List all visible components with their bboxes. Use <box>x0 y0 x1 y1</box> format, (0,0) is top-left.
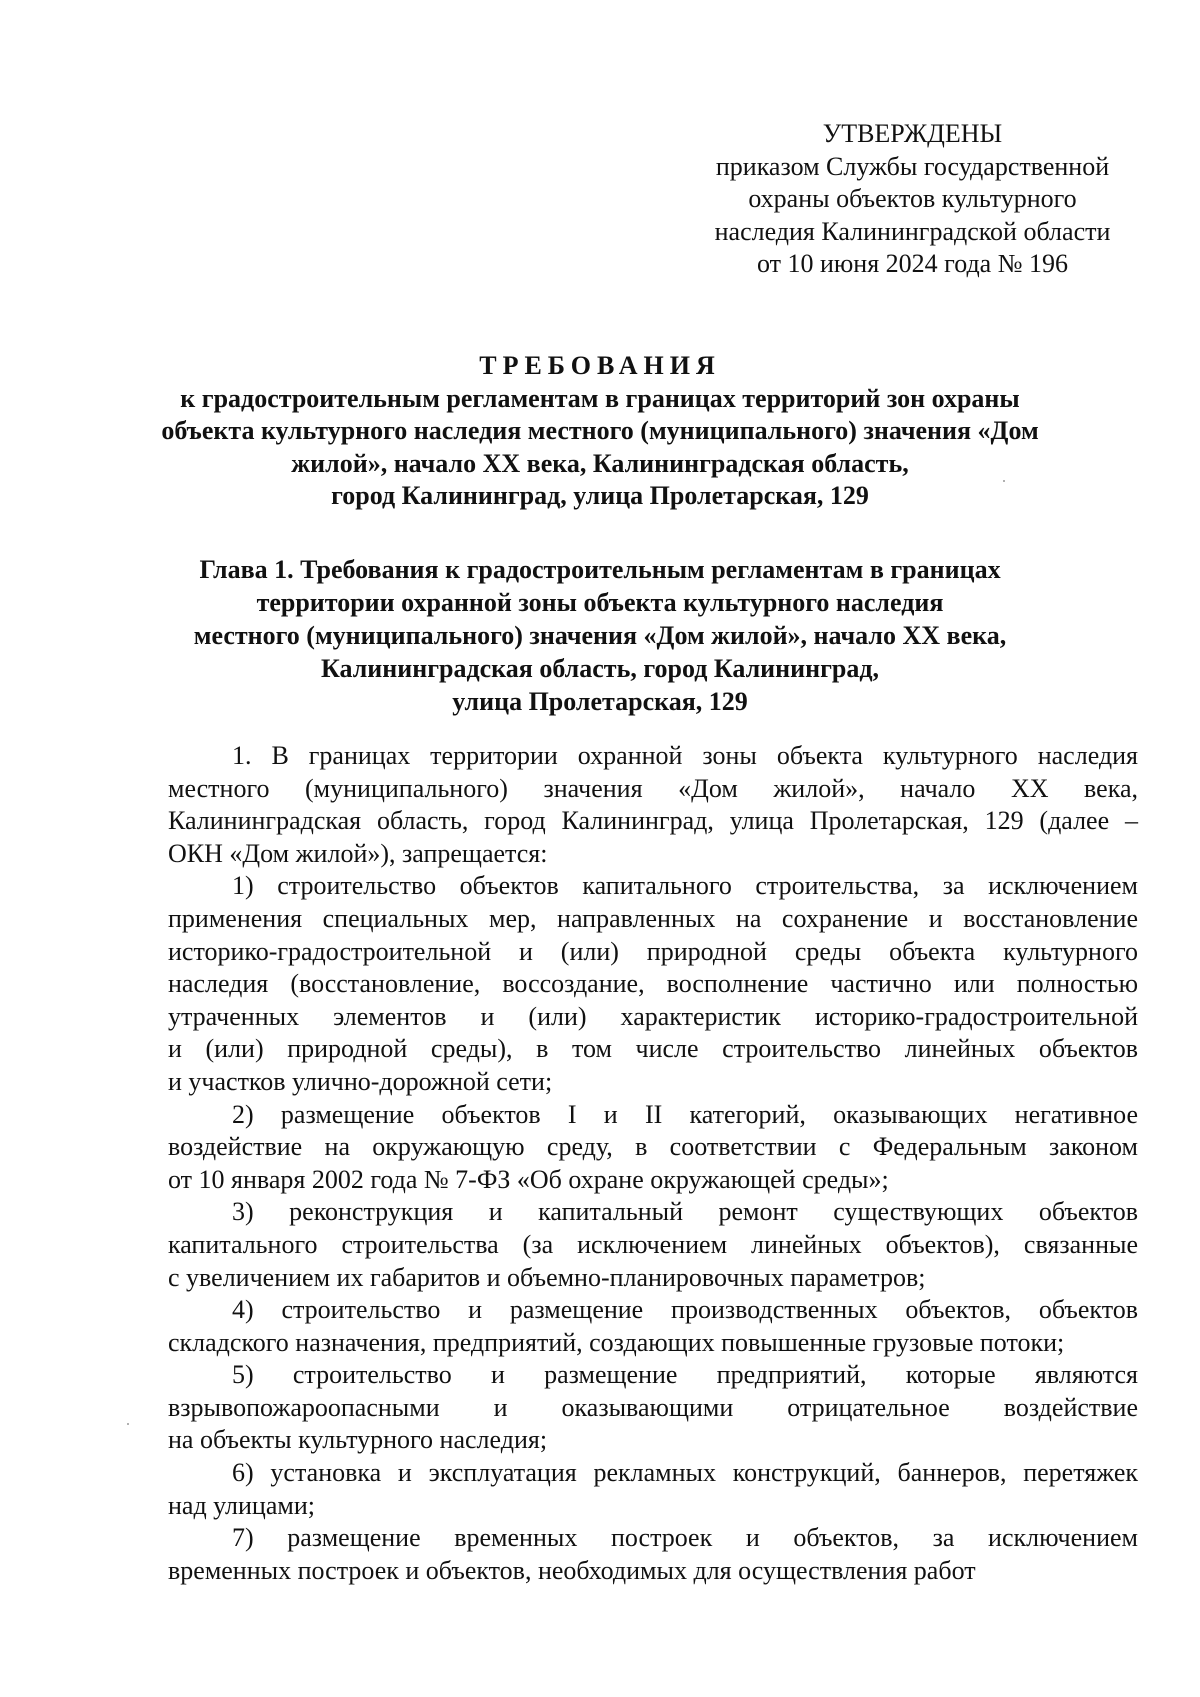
body-paragraph <box>168 1196 1138 1294</box>
title-line: к градостроительным регламентам в границах территорий зон охраны <box>180 383 1020 413</box>
body-paragraph <box>168 870 1138 1098</box>
title-line: город Калининград, улица Пролетарская, 129 <box>331 481 869 510</box>
body-line: на объекты культурного наследия; <box>168 1425 548 1455</box>
body-line: 2) размещение объектов I и II категорий, оказывающих негативное <box>232 1099 1138 1129</box>
body-line: ОКН «Дом жилой»), запрещается: <box>168 838 548 868</box>
chapter-line: улица Пролетарская, 129 <box>452 687 748 716</box>
approval-stamp-block <box>690 118 1135 281</box>
body-line: утраченных элементов и (или) характеристик историко-градостроительной <box>168 1001 1138 1031</box>
title-line: жилой», начало XX века, Калининградская область, <box>291 448 909 478</box>
body-line: Калининградская область, город Калининград, улица Пролетарская, 129 (далее – <box>168 806 1138 836</box>
body-paragraph <box>168 1457 1138 1522</box>
body-line: местного (муниципального) значения «Дом жилой», начало XX века, <box>168 773 1138 803</box>
title-line: объекта культурного наследия местного (муниципального) значения «Дом <box>161 416 1039 445</box>
body-line: 7) размещение временных построек и объектов, за исключением <box>232 1523 1138 1553</box>
body-line: над улицами; <box>168 1490 315 1520</box>
approval-line: от 10 июня 2024 года № 196 <box>756 249 1069 278</box>
scan-speck <box>127 1423 129 1425</box>
body-paragraph <box>168 1099 1138 1197</box>
body-paragraph <box>168 1294 1138 1359</box>
body-line: 3) реконструкция и капитальный ремонт существующих объектов <box>232 1197 1138 1227</box>
body-line: 5) строительство и размещение предприятий, которые являются <box>232 1360 1138 1390</box>
approval-line: УТВЕРЖДЕНЫ <box>822 119 1003 148</box>
body-paragraph <box>168 740 1138 870</box>
body-line: 4) строительство и размещение производственных объектов, объектов <box>232 1295 1138 1325</box>
body-line: временных построек и объектов, необходимых для осуществления работ <box>168 1555 976 1585</box>
scan-speck <box>1003 480 1005 482</box>
body-line: 1. В границах территории охранной зоны объекта культурного наследия <box>232 741 1138 770</box>
body-line: 6) установка и эксплуатация рекламных конструкций, баннеров, перетяжек <box>232 1458 1138 1488</box>
body-line: от 10 января 2002 года № 7-ФЗ «Об охране окружающей среды»; <box>168 1164 889 1194</box>
body-line: складского назначения, предприятий, создающих повышенные грузовые потоки; <box>168 1327 1065 1357</box>
document-body <box>168 740 1138 1587</box>
body-line: и (или) природной среды), в том числе строительство линейных объектов <box>168 1034 1138 1064</box>
body-line: историко-градостроительной и (или) природной среды объекта культурного <box>168 936 1138 966</box>
chapter-heading <box>120 553 1080 718</box>
body-line: наследия (восстановление, воссоздание, восполнение частично или полностью <box>168 969 1138 999</box>
approval-line: приказом Службы государственной <box>715 151 1110 181</box>
chapter-line: Глава 1. Требования к градостроительным регламентам в границах <box>199 555 1001 584</box>
chapter-line: территории охранной зоны объекта культурного наследия <box>256 588 944 617</box>
body-line: с увеличением их габаритов и объемно-планировочных параметров; <box>168 1262 926 1292</box>
chapter-line: местного (муниципального) значения «Дом жилой», начало XX века, <box>193 621 1007 650</box>
approval-line: охраны объектов культурного <box>748 184 1077 213</box>
body-line: применения специальных мер, направленных на сохранение и восстановление <box>168 903 1138 933</box>
document-title <box>120 350 1080 513</box>
body-line: капитального строительства (за исключением линейных объектов), связанные <box>168 1229 1138 1259</box>
title-heading: ТРЕБОВАНИЯ <box>479 351 721 380</box>
body-line: и участков улично-дорожной сети; <box>168 1066 553 1096</box>
body-line: воздействие на окружающую среду, в соответствии с Федеральным законом <box>168 1132 1138 1162</box>
body-line: взрывопожароопасными и оказывающими отрицательное воздействие <box>168 1392 1138 1422</box>
body-paragraph <box>168 1359 1138 1457</box>
body-line: 1) строительство объектов капитального строительства, за исключением <box>232 871 1138 901</box>
body-paragraph <box>168 1522 1138 1587</box>
chapter-line: Калининградская область, город Калининград, <box>320 654 880 683</box>
approval-line: наследия Калининградской области <box>714 216 1111 246</box>
